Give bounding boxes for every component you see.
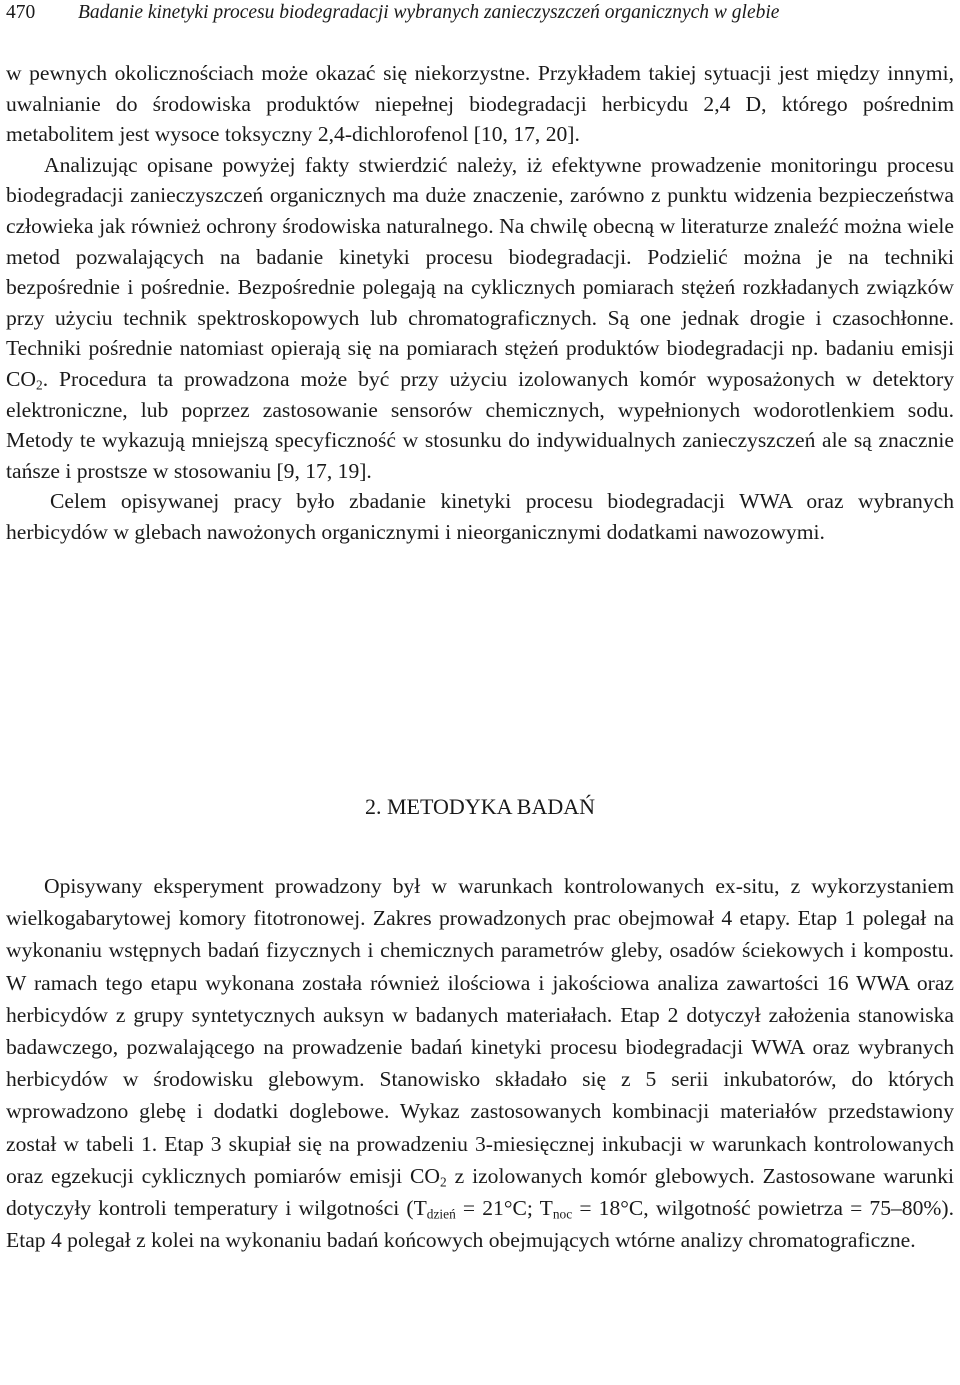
paragraph-methods <box>6 870 954 1256</box>
section-heading: 2. METODYKA BADAŃ <box>365 794 595 819</box>
page-number: 470 <box>6 2 36 23</box>
running-header <box>6 0 956 30</box>
subscript-night: noc <box>552 1206 573 1222</box>
paragraph-text-a: Opisywany eksperyment prowadzony był w warunkach kontrolowanych ex-situ, z wykorzystaniem wielkogabarytowej komory fitotronowej. Zakres prowadzonych prac obejmował 4 etapy. Etap 1 polegał na wykonaniu wstępnych badań fizycznych i chemicznych parametrów gleby, osadów ściekowych i kompostu. W ramach tego etapu wykonana została również ilościowa i jakościowa analiza zawartości 16 WWA oraz herbicydów z grupy syntetycznych auksyn w badanych materiałach. Etap 2 dotyczył założenia stanowiska badawczego, pozwalającego na prowadzenie badań kinetyki procesu biodegradacji WWA oraz wybranych herbicydów w środowisku glebowym. Stanowisko składało się z 5 serii inkubatorów, do których wprowadzono glebę i dodatki doglebowe. Wykaz zastosowanych kombinacji materiałów przedstawiony został w tabeli 1. Etap 3 skupiał się na prowadzeniu 3-miesięcznej inkubacji w warunkach kontrolowanych oraz egzekucji cyklicznych pomiarów emisji CO <box>6 874 954 1188</box>
paragraph-text-d: = 18°C, wilgotność powietrza = 75–80%). Etap 4 polegał z kolei na wykonaniu badań końcowych obejmujących wtórne analizy chromatograficzne. <box>6 1196 954 1253</box>
paragraph-text-b: z izolowanych komór glebowych. Zastosowane warunki dotyczyły kontroli temperatury i wilgotności (T <box>6 1163 954 1221</box>
paragraph-text: Celem opisywanej pracy było zbadanie kinetyki procesu biodegradacji WWA oraz wybranych herbicydów w glebach nawożonych organicznymi i nieorganicznymi dodatkami nawozowymi. <box>6 489 954 544</box>
subscript-2: 2 <box>36 377 43 393</box>
intro-section <box>6 58 954 548</box>
paragraph-text-a: Analizując opisane powyżej fakty stwierdzić należy, iż efektywne prowadzenie monitoringu procesu biodegradacji zanieczyszczeń organicznych ma duże znaczenie, zarówno z punktu widzenia bezpieczeństwa człowieka jak również ochrony środowiska naturalnego. Na chwilę obecną w literaturze znaleźć można wiele metod pozwalających na badanie kinetyki procesu biodegradacji. Podzielić można je na techniki bezpośrednie i pośrednie. Bezpośrednie polegają na cyklicznych pomiarach stężeń rozkładanych związków przy użyciu technik spektroskopowych lub chromatograficznych. Są one jednak drogie i czasochłonne. Techniki pośrednie natomiast opierają się na pomiarach stężeń produktów biodegradacji np. badaniu emisji CO <box>6 152 954 391</box>
paragraph-text-b: . Procedura ta prowadzona może być przy użyciu izolowanych komór wyposażonych w detektory elektroniczne, lub poprzez zastosowanie sensorów chemicznych, wypełnionych wodorotlenkiem sodu. Metody te wykazują mniejszą specyficzność w stosunku do indywidualnych zanieczyszczeń ale są znacznie tańsze i prostsze w stosowaniu [9, 17, 19]. <box>6 366 954 483</box>
paragraph-aim <box>6 486 954 547</box>
paragraph-text-c: = 21°C; T <box>455 1196 553 1221</box>
paragraph-continuation <box>6 58 954 150</box>
paragraph-text: w pewnych okolicznościach może okazać się niekorzystne. Przykładem takiej sytuacji jest między innymi, uwalnianie do środowiska produktów niepełnej biodegradacji herbicydu 2,4 D, którego pośrednim metabolitem jest wysoce toksyczny 2,4-dichlorofenol [10, 17, 20]. <box>6 61 954 147</box>
paragraph-monitoring <box>6 150 954 487</box>
running-title: Badanie kinetyki procesu biodegradacji wybranych zanieczyszczeń organicznych w glebie <box>78 2 780 23</box>
methods-section <box>6 870 954 1256</box>
subscript-day: dzień <box>426 1206 456 1222</box>
subscript-2: 2 <box>440 1174 447 1190</box>
